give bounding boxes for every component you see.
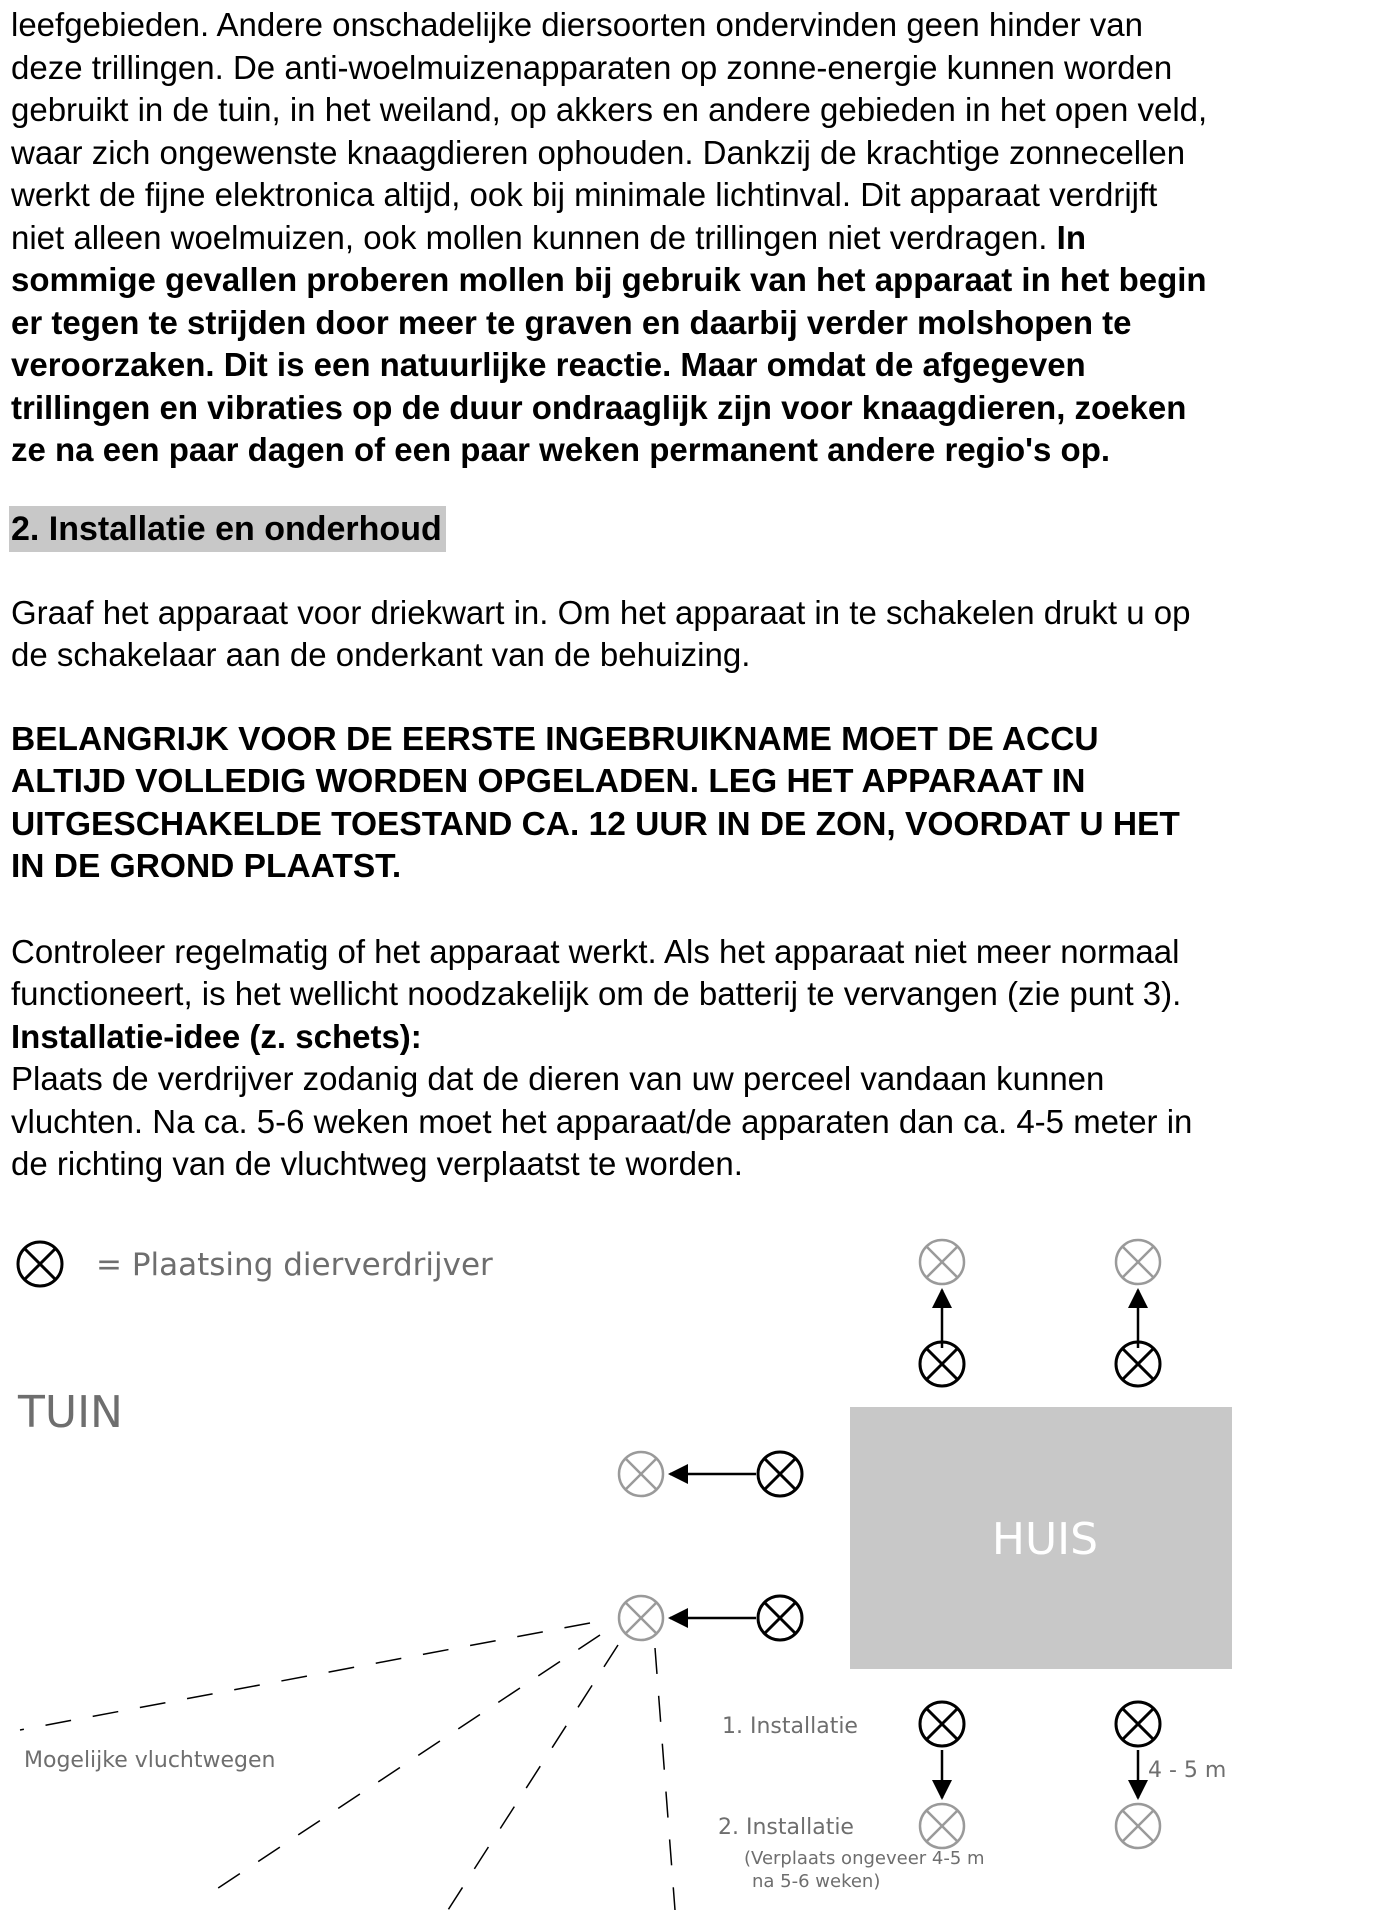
legend-label: = Plaatsing dierverdrijver (96, 1247, 493, 1283)
escape-routes-label: Mogelijke vluchtwegen (24, 1748, 276, 1773)
section-heading: 2. Installatie en onderhoud (9, 506, 446, 552)
check-paragraph (11, 931, 1391, 1016)
install-line: de schakelaar aan de onderkant van de behuizing. (11, 636, 751, 673)
idea-title: Installatie-idee (z. schets): (11, 1017, 422, 1055)
intro-bold-line: er tegen te strijden door meer te graven en daarbij verder molshopen te (11, 303, 1132, 341)
house-label: HUIS (991, 1514, 1099, 1565)
repeller-icon (1116, 1240, 1160, 1284)
intro-bold-line: In (1056, 218, 1086, 256)
idea-line: vluchten. Na ca. 5-6 weken moet het apparaat/de apparaten dan ca. 4-5 meter in (11, 1102, 1193, 1140)
second-install-label: 2. Installatie (718, 1815, 854, 1840)
intro-bold-line: sommige gevallen proberen mollen bij gebruik van het apparaat in het begin (11, 261, 1207, 298)
intro-line: deze trillingen. De anti-woelmuizenapparaten op zonne-energie kunnen worden (11, 48, 1173, 86)
warning-line: ALTIJD VOLLEDIG WORDEN OPGELADEN. LEG HET APPARAAT IN (11, 763, 1086, 800)
repeller-icon (920, 1240, 964, 1284)
check-line: functioneert, is het wellicht noodzakelijk om de batterij te vervangen (zie punt 3). (11, 975, 1182, 1012)
intro-line: waar zich ongewenste knaagdieren ophouden. Dankzij de krachtige zonnecellen (11, 133, 1186, 171)
manual-page (11, 4, 1391, 1186)
warning-line: BELANGRIJK VOOR DE EERSTE INGEBRUIKNAME MOET DE ACCU (11, 720, 1099, 758)
intro-line: leefgebieden. Andere onschadelijke diersoorten ondervinden geen hinder van (11, 6, 1144, 43)
check-line: Controleer regelmatig of het apparaat werkt. Als het apparaat niet meer normaal (11, 932, 1180, 970)
repeller-icon (619, 1596, 663, 1640)
idea-line: Plaats de verdrijver zodanig dat de dieren van uw perceel vandaan kunnen (11, 1060, 1105, 1097)
repeller-icon (758, 1596, 802, 1640)
repeller-icon (920, 1804, 964, 1848)
install-line: Graaf het apparaat voor driekwart in. Om het apparaat in te schakelen drukt u op (11, 593, 1191, 631)
repeller-icon (920, 1342, 964, 1386)
intro-line: niet alleen woelmuizen, ook mollen kunnen de trillingen niet verdragen. (11, 218, 1048, 256)
intro-bold-line: veroorzaken. Dit is een natuurlijke reactie. Maar omdat de afgegeven (11, 346, 1086, 383)
idea-line: de richting van de vluchtweg verplaatst te worden. (11, 1145, 743, 1182)
move-note-line: na 5-6 weken) (752, 1871, 881, 1892)
garden-label: TUIN (18, 1387, 123, 1438)
warning-paragraph (11, 719, 1391, 889)
repeller-icon (920, 1702, 964, 1746)
install-paragraph (11, 592, 1391, 677)
intro-bold-line: trillingen en vibraties op de duur ondraaglijk zijn voor knaagdieren, zoeken (11, 388, 1187, 426)
repeller-icon (758, 1452, 802, 1496)
intro-paragraph (11, 4, 1391, 472)
legend-repeller-icon (18, 1242, 62, 1286)
intro-line: gebruikt in de tuin, in het weiland, op akkers en andere gebieden in het open veld, (11, 91, 1208, 128)
repeller-icon (1116, 1702, 1160, 1746)
warning-line: IN DE GROND PLAATST. (11, 848, 402, 885)
warning-line: UITGESCHAKELDE TOESTAND CA. 12 UUR IN DE ZON, VOORDAT U HET (11, 805, 1180, 843)
intro-bold-line: ze na een paar dagen of een paar weken permanent andere regio's op. (11, 431, 1111, 468)
move-note-line: (Verplaats ongeveer 4-5 m (744, 1848, 985, 1869)
distance-label: 4 - 5 m (1148, 1758, 1227, 1783)
repeller-icon (1116, 1342, 1160, 1386)
repeller-icon (619, 1452, 663, 1496)
installation-sketch (0, 1220, 1392, 1910)
first-install-label: 1. Installatie (722, 1714, 858, 1739)
intro-line: werkt de fijne elektronica altijd, ook bij minimale lichtinval. Dit apparaat verdrijft (11, 176, 1158, 213)
repeller-icon (1116, 1804, 1160, 1848)
idea-paragraph (11, 1058, 1391, 1186)
